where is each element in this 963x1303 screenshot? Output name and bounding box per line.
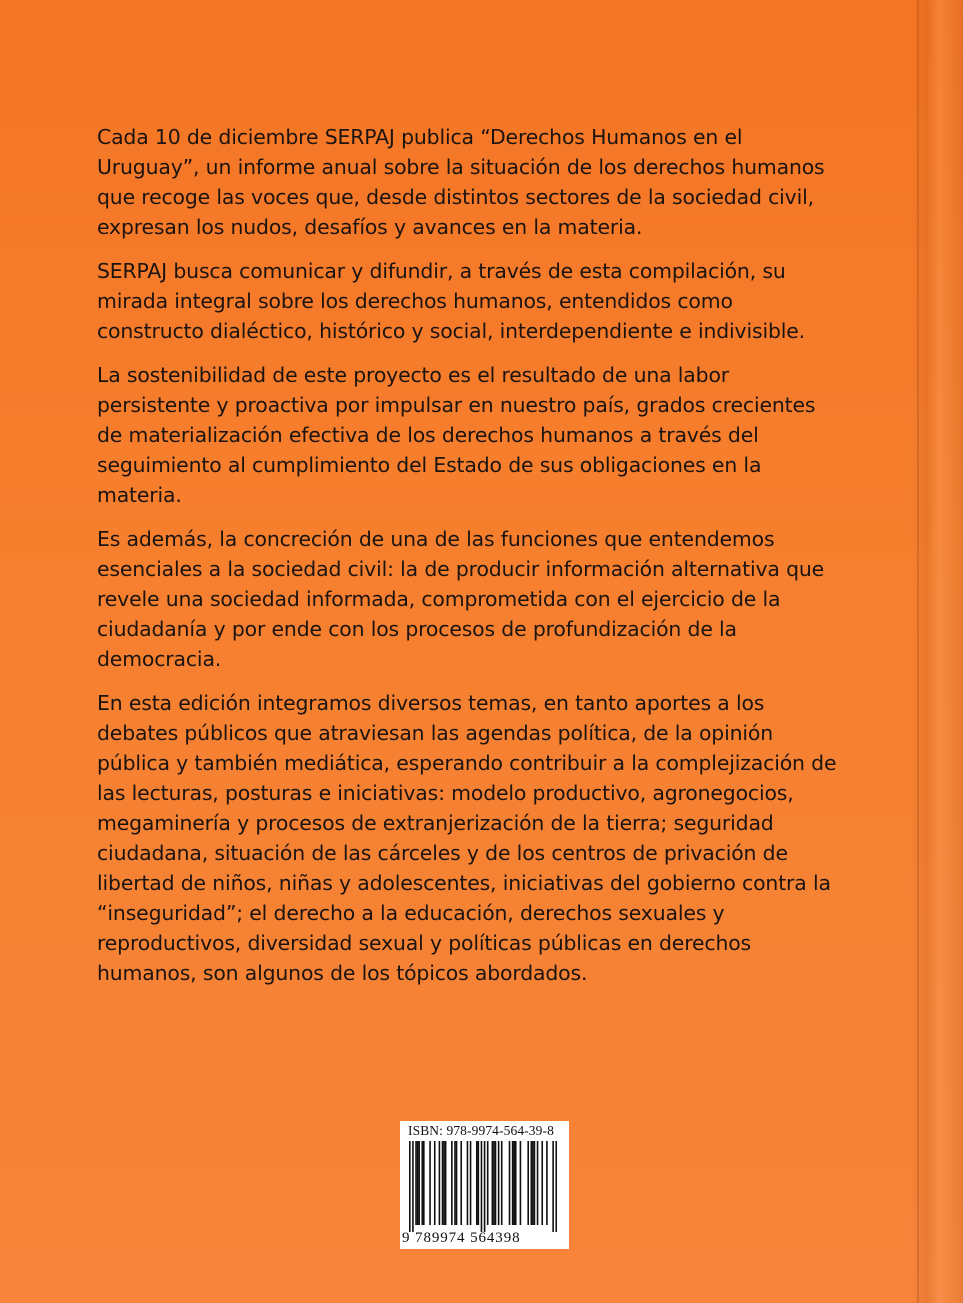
barcode-bar [409, 1141, 411, 1232]
barcode-bar [484, 1141, 486, 1232]
barcode-bar [493, 1141, 495, 1225]
barcode-bar [476, 1141, 478, 1225]
barcode-bar [520, 1141, 522, 1225]
barcode-digits: 9 789974 564398 [402, 1230, 521, 1246]
barcode-bar [460, 1141, 462, 1225]
barcode-bar [495, 1141, 497, 1225]
barcode-bar [512, 1141, 514, 1225]
barcode-bar [546, 1141, 548, 1225]
barcode-bar [481, 1141, 483, 1232]
barcode-bar [412, 1141, 414, 1232]
barcode-bar [532, 1141, 534, 1225]
barcode-bar [541, 1141, 543, 1225]
isbn-barcode [400, 1121, 569, 1249]
barcode-bar [445, 1141, 447, 1225]
barcode-bar [552, 1141, 554, 1232]
blurb-paragraph-3: La sostenibilidad de este proyecto es el resultado de una labor persistente y proactiva por impulsar en nuestro país, grados crecientes de materialización efectiva de los derechos humanos a través del seguimiento al cumplimiento del Estado de sus obligaciones en la materia. [97, 363, 816, 507]
barcode-bar [501, 1141, 503, 1225]
barcode-bar [531, 1141, 533, 1225]
blurb-paragraph-1: Cada 10 de diciembre SERPAJ publica “Derechos Humanos en el Uruguay”, un informe anual sobre la situación de los derechos humanos que recoge las voces que, desde distintos sectores de la sociedad civil, expresan los nudos, desafíos y avances en la materia. [97, 125, 825, 239]
barcode-bars [409, 1141, 557, 1232]
barcode-bar [478, 1141, 480, 1225]
barcode-bar [451, 1141, 453, 1225]
isbn-label: ISBN: 978-9974-564-39-8 [408, 1123, 554, 1138]
barcode-bar [454, 1141, 456, 1225]
barcode-bar [442, 1141, 444, 1225]
barcode-bar [429, 1141, 431, 1225]
barcode-bar [555, 1141, 557, 1232]
spine-fold-line [917, 0, 919, 1303]
blurb-paragraph-5: En esta edición integramos diversos temas, en tanto aportes a los debates públicos que atraviesan las agendas política, de la opinión pública y también mediática, esperando contribuir a la complejización de las lecturas, posturas e iniciativas: modelo productivo, agronegocios, megaminería y procesos de extranjerización de la tierra; seguridad ciudadana, situación de las cárceles y de los centros de privación de libertad de niños, niñas y adolescentes, iniciativas del gobierno contra la “inseguridad”; el derecho a la educación, derechos sexuales y reproductivos, diversidad sexual y políticas públicas en derechos humanos, son algunos de los tópicos abordados. [97, 691, 837, 985]
blurb-paragraph-2: SERPAJ busca comunicar y difundir, a través de esta compilación, su mirada integral sobre los derechos humanos, entendidos como constructo dialéctico, histórico y social, interdependiente e indivisible. [97, 259, 806, 343]
barcode-bar [415, 1141, 417, 1225]
barcode-bar [418, 1141, 420, 1225]
barcode-bar [487, 1141, 489, 1225]
barcode-bar [467, 1141, 469, 1225]
barcode-bar [470, 1141, 472, 1225]
barcode-bar [498, 1141, 500, 1225]
barcode-bar [537, 1141, 539, 1225]
barcode-bar [423, 1141, 425, 1225]
barcode-bar [439, 1141, 441, 1225]
blurb-text [97, 122, 842, 1002]
barcode-bar [509, 1141, 511, 1225]
barcode-bar [456, 1141, 458, 1225]
barcode-bar [515, 1141, 517, 1225]
barcode-bar [527, 1141, 529, 1225]
barcode-bar [534, 1141, 536, 1225]
barcode-bar [421, 1141, 423, 1225]
blurb-paragraph-4: Es además, la concreción de una de las funciones que entendemos esenciales a la sociedad civil: la de producir información alternativa que revele una sociedad informada, comprometida con el ejercicio de la ciudadanía y por ende con los procesos de profundización de la democracia. [97, 527, 825, 671]
barcode-bar [443, 1141, 445, 1225]
barcode-bar [417, 1141, 419, 1225]
barcode-bar [434, 1141, 436, 1225]
barcode-bar [513, 1141, 515, 1225]
barcode-bar [492, 1141, 494, 1225]
